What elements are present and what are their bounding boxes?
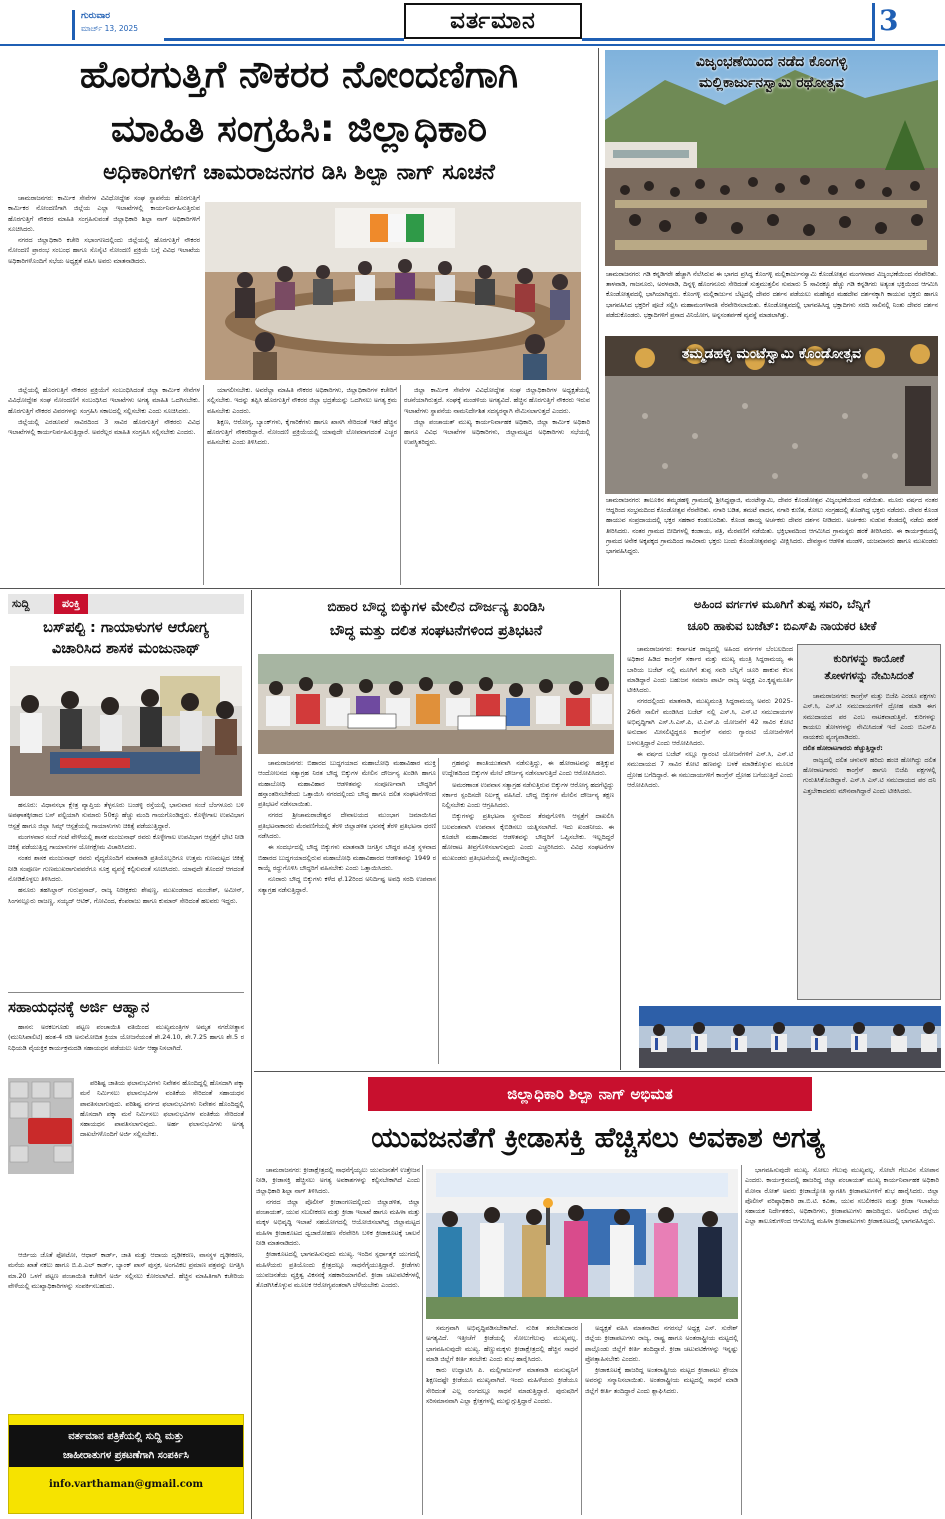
page-number	[872, 3, 920, 41]
lead-col-1	[8, 193, 200, 373]
sports-banner-text: ಜಿಲ್ಲಾಧಿಕಾರಿ ಶಿಲ್ಪಾ ನಾಗ್ ಅಭಿಮತ	[507, 1085, 673, 1103]
bsp-headline-1: ಅಹಿಂದ ವರ್ಗಗಳ ಮೂಗಿಗೆ ತುಪ್ಪ ಸವರಿ, ಬೆನ್ನಿಗೆ	[693, 597, 871, 611]
contact-ad-line-1: ವರ್ತಮಾನ ಪತ್ರಿಕೆಯಲ್ಲಿ ಸುದ್ದಿ ಮತ್ತು	[68, 1431, 184, 1442]
mla-photo	[10, 666, 242, 796]
festival-1-caption: ಚಾಮರಾಜನಗರ: ಗಡಿ ಕನ್ನಡಿಗರೇ ಹೆಚ್ಚಾಗಿ ನೆಲೆಸಿರುವ ಈ ಭಾಗದ ಪ್ರಸಿದ್ಧ ಕೊಂಗಳ್ಳಿ ಮಲ್ಲಿಕಾರ್ಜುನಸ್ವಾಮಿ ಕೊಂಡೋತ್ಸವ ಮಂಗಳವಾರ ವಿಜೃಂಭಣೆಯಿಂದ ನೆರವೇರಿತು. ತಾಳವಾಡಿ, ಗಾಜನೂರು, ಅರಳವಾಡಿ, ದಿನ್ನಳ್ಳಿ ಹೊಂಗನೂರು ಸೇರಿದಂತೆ ಸುತ್ತಮುತ್ತಲಿನ ಸುಮಾರು 5 ಸಾವಿರಕ್ಕೂ ಹೆಚ್ಚು ಗಡಿ ಕನ್ನಡಿಗರು ಅತ್ಯಂತ ಭಕ್ತಿಯಿಂದ ಆಗಮಿಸಿ ಕೊಂಡೋತ್ಸವದಲ್ಲಿ ಭಾಗಿಯಾಗಿದ್ದರು. ಕೊಂಗಳ್ಳಿ ಮಲ್ಲಿಕಾರ್ಜುನ ಬೆಟ್ಟದಲ್ಲಿ ದೇವರ ದರ್ಶನ ಪಡೆಯಲು ಮಹೇಶ್ವರ ಮಹದೇವ ದರ್ಶನಕ್ಕಾಗಿ ಕಾಯುವ ಭಕ್ತರು ಹಾಗೂ ಭಾಗವಹಿಸಿದ ಭಕ್ತರಿಗೆ ಪೂಜೆ ಸಲ್ಲಿಸಿ ಮಹಾಮಂಗಳಾರತಿ ನೆರವೇರಿಸಲಾಯಿತು. ಕೊಂಡೋತ್ಸವದಲ್ಲಿ ಭಾಗವಹಿಸಿದ್ದ ಭಕ್ತಾದಿಗಳು ಸರದಿ ಸಾಲಿನಲ್ಲಿ ನಿಂತು ದೇವರ ದರ್ಶನ ಪಡೆದುಕೊಂಡರು. ಭಕ್ತಾದಿಗಳಿಗೆ ಪ್ರಸಾದ ವಿನಿಯೋಗ, ಅನ್ನಸಂತರ್ಪಣೆ ವ್ಯವಸ್ಥೆ ಮಾಡಲಾಗಿತ್ತು.	[606, 271, 938, 319]
lead-headline-1: ಹೊರಗುತ್ತಿಗೆ ನೌಕರರ ನೋಂದಣಿಗಾಗಿ	[79, 53, 519, 96]
mla-para-4: ಹನೂರು ತಹಸಿಲ್ದಾರ್ ಗುರುಪ್ರಸಾದ್, ರಾಜ್ಯ ನಿರೀಕ್ಷಕರು ಶೇಷಣ್ಣ, ಮುಖಂಡರಾದ ಮಂಜೇಶ್, ಅಮೀನ್, ಸಿಂಗನಲ್ಲೂರು ರಾಜಣ್ಣ, ಸಯ್ಯದ್ ಆಟಿಕ್, ಗೋವಿಂದ, ಕೆಂಪರಾಜು ಹಾಗೂ ಕುಮಾರ್ ಸೇರಿದಂತೆ ಹಲವರು ಇದ್ದರು.	[8, 886, 244, 905]
lead-para-6: ಶಿಕ್ಷಣ, ಆರೋಗ್ಯ, ಬ್ಯಾಂಕ್‌ಗಳು, ಕೈಗಾರಿಕೆಗಳು ಹಾಗೂ ಖಾಸಗಿ ಸೇರಿದಂತೆ ಇತರೆ ಹೆಚ್ಚಿನ ಹೊರಗುತ್ತಿಗೆ ನೌಕರರಿದ್ದಾರೆ. ನೋಂದಣಿ ಪ್ರಕ್ರಿಯೆಯಲ್ಲಿ ಯಾವುದೇ ಲೋಪವಾಗದಂತೆ ಎಚ್ಚರ ವಹಿಸಬೇಕು ಎಂದು ತಿಳಿಸಿದರು.	[207, 417, 397, 447]
sports-col-rule-1	[422, 1165, 423, 1515]
bihar-photo-svg	[258, 654, 614, 754]
sports-col-4	[745, 1165, 939, 1517]
meeting-photo	[205, 202, 581, 380]
sports-under-photo-2	[585, 1323, 738, 1517]
sports-para-5: ಕಾರು ಉದ್ಘಾಟಿಸಿ ಪಿ. ಮಲ್ಲಿಗಾರ್ಜುನ್ ಮಾತನಾಡಿ ಮನುಷ್ಯನಿಗೆ ಶಿಕ್ಷಣದಷ್ಟೇ ಕ್ರೀಡೆಯೂ ಮುಖ್ಯವಾಗಿದೆ. ಇಂದು ಮಹಿಳೆಯರು ಕ್ರೀಡೆಯೂ ಸೇರಿದಂತೆ ಎಲ್ಲ ರಂಗದಲ್ಲೂ ಸಾಧನೆ ಮಾಡುತ್ತಿದ್ದಾರೆ. ಪುರುಷರಿಗೆ ಸರಿಸಮಾನವಾಗಿ ಎಲ್ಲಾ ಕ್ಷೇತ್ರಗಳಲ್ಲಿ ಮುನ್ನುಗ್ಗುತ್ತಿದ್ದಾರೆ ಎಂದರು.	[426, 1366, 578, 1406]
lead-story	[0, 48, 596, 588]
apply-keyboard-photo	[8, 1078, 74, 1174]
mid-section-rule	[0, 588, 945, 589]
sports-banner	[368, 1077, 812, 1111]
masthead-date-box	[72, 10, 164, 40]
sports-headline: ಯುವಜನತೆಗೆ ಕ್ರೀಡಾಸಕ್ತಿ ಹೆಚ್ಚಿಸಲು ಅವಕಾಶ ಅಗತ್ಯ	[371, 1121, 825, 1154]
mla-para-2: ಮಂಗಳವಾರ ಸಂಜೆ ಗಂಟೆ ವೇಳೆಯಲ್ಲಿ ಶಾಸಕ ಮಂಜುನಾಥ್ ರವರು ಕೊಳ್ಳೇಗಾಲ ಉಪವಿಭಾಗ ಆಸ್ಪತ್ರೆಗೆ ಭೇಟಿ ನೀಡಿ ಚಿಕಿತ್ಸೆ ಪಡೆಯುತ್ತಿದ್ದ ಗಾಯಾಳುಗಳ ಯೋಗಕ್ಷೇಮ ವಿಚಾರಿಸಿದರು.	[8, 832, 244, 852]
contact-ad-line-2: ಜಾಹೀರಾತುಗಳ ಪ್ರಕಟಣೆಗಾಗಿ ಸಂಪರ್ಕಿಸಿ	[63, 1450, 189, 1461]
lead-col-rule-2	[400, 385, 401, 585]
mla-para-3: ನಂತರ ಶಾಸಕ ಮಂಜುನಾಥ್ ರವರು ವೈದ್ಯರೊಂದಿಗೆ ಮಾತನಾಡಿ ಪ್ರತಿಯೊಬ್ಬರಿಗೂ ಉತ್ತಮ ಗುಣಮಟ್ಟದ ಚಿಕಿತ್ಸೆ ನೀಡಿ ಸಂಪೂರ್ಣ ಗುಣಮುಖರಾಗುವವರೆಗೂ ಸೂಕ್ತ ವ್ಯವಸ್ಥೆ ಕಲ್ಪಿಸುವಂತೆ ಸೂಚಿಸಿದರು. ಯಾವುದೇ ತೊಂದರೆ ಆಗದಂತೆ ನೋಡಿಕೊಳ್ಳಲು ತಿಳಿಸಿದರು.	[8, 854, 244, 884]
bihar-photo	[258, 654, 614, 754]
bihar-col-2	[442, 758, 614, 1070]
aid-body-mid	[80, 1078, 244, 1248]
bihar-para-5: ಗ್ರಹವನ್ನು ಶಾಂತಿಯುತವಾಗಿ ನಡೆಸುತ್ತಿದ್ದು, ಈ ಹೋರಾಟವನ್ನು ಹತ್ತಿಕ್ಕುವ ಉದ್ದೇಶದಿಂದ ಬಿಕ್ಕುಗಳ ಮೇಲೆ ದೌರ್ಜನ್ಯ ನಡೆಸಲಾಗುತ್ತಿದೆ ಎಂದು ಆರೋಪಿಸಿದರು.	[442, 759, 614, 778]
bsp-para-2: ನಗರದಲ್ಲಿಂದು ಮಾತನಾಡಿ, ಮುಖ್ಯಮಂತ್ರಿ ಸಿದ್ದರಾಮಯ್ಯ ಅವರು 2025-26ನೇ ಸಾಲಿಗೆ ಮಂಡಿಸಿದ ಬಜೆಟ್ ನಲ್ಲಿ ಎಸ್.ಸಿ, ಎಸ್.ಟಿ ಸಮುದಾಯಗಳ ಅಭಿವೃದ್ಧಿಗಾಗಿ ಎಸ್.ಸಿ.ಎಸ್.ಪಿ, ಟಿ.ಎಸ್.ಪಿ ಯೋಜನೆಗೆ 42 ಸಾವಿರ ಕೋಟಿ ಅನುದಾನ ಮೀಸಲಿಟ್ಟಿದ್ದರೂ ಕಾಂಗ್ರೆಸ್ ನವರು ಗ್ಯಾರಂಟಿ ಯೋಜನೆಗಳಿಗೆ ಬಳಸುತ್ತಿದ್ದಾರೆ ಎಂದು ಆರೋಪಿಸಿದರು.	[627, 697, 793, 747]
bihar-col-rule	[438, 758, 439, 1064]
meeting-photo-svg	[205, 202, 581, 380]
festival-story-1	[602, 48, 940, 328]
contact-ad	[8, 1414, 244, 1514]
bsp-headline-2: ಚೂರಿ ಹಾಕುವ ಬಜೆಟ್: ಬಿಎಸ್‌ಪಿ ನಾಯಕರ ಟೀಕೆ	[687, 619, 877, 633]
briefs-column-rule	[251, 590, 252, 1519]
sports-para-6: ಅಧ್ಯಕ್ಷತೆ ವಹಿಸಿ ಮಾತನಾಡಿದ ನಗರಸಭೆ ಅಧ್ಯಕ್ಷ ಎಸ್. ಸುರೇಶ್ ಜಿಲ್ಲೆಯ ಕ್ರೀಡಾಪಟುಗಳು ರಾಜ್ಯ, ರಾಷ್ಟ್ರ ಹಾಗೂ ಅಂತರಾಷ್ಟ್ರೀಯ ಮಟ್ಟದಲ್ಲಿ ಪಾಲ್ಗೊಂಡು ಜಿಲ್ಲೆಗೆ ಕೀರ್ತಿ ತಂದಿದ್ದಾರೆ. ಕ್ರೀಡಾ ಚಟುವಟಿಕೆಗಳನ್ನು ಇನ್ನಷ್ಟು ಪ್ರೋತ್ಸಾಹಿಸಬೇಕು ಎಂದರು.	[585, 1324, 738, 1363]
bsp-sidebar-box	[797, 644, 941, 1000]
masthead-date: ಮಾರ್ಚ್ 13, 2025	[81, 24, 138, 33]
bihar-para-1: ಚಾಮರಾಜನಗರ: ಬಿಹಾರದ ಬುದ್ಧಗಯಾದ ಮಹಾಬೋಧಿ ಮಹಾವಿಹಾರ ಮುಕ್ತಿ ಆಂದೋಲನದ ಸತ್ಯಾಗ್ರಹ ನಿರತ ಬೌದ್ಧ ಬಿಕ್ಕುಗಳ ಮೇಲಿನ ದೌರ್ಜನ್ಯ ಖಂಡಿಸಿ ಹಾಗೂ ಮಹಾಬೋಧಿ ಮಹಾವಿಹಾರ ಆಡಳಿತವನ್ನು ಸಂಪೂರ್ಣವಾಗಿ ಬೌದ್ಧರಿಗೆ ಹಸ್ತಾಂತರಿಸಬೇಕೆಂದು ಒತ್ತಾಯಿಸಿ ನಗರದಲ್ಲಿಂದು ಬೌದ್ಧ ಹಾಗೂ ದಲಿತ ಸಂಘಟನೆಗಳಿಂದ ಪ್ರತಿಭಟನೆ ನಡೆಸಲಾಯಿತು.	[258, 759, 436, 809]
bihar-story	[254, 592, 618, 1070]
aid-headline: ಸಹಾಯಧನಕ್ಕೆ ಅರ್ಜಿ ಆಹ್ವಾನ	[8, 998, 150, 1016]
sports-col-rule-2	[581, 1323, 582, 1515]
lead-para-8: ಜಿಲ್ಲಾ ಪಂಚಾಯತ್ ಮುಖ್ಯ ಕಾರ್ಯನಿರ್ವಾಹಕ ಅಧಿಕಾರಿ, ಜಿಲ್ಲಾ ಕಾರ್ಮಿಕ ಅಧಿಕಾರಿ ಹಾಗೂ ವಿವಿಧ ಇಲಾಖೆಗಳ ಅಧಿಕಾರಿಗಳು, ಜಿಲ್ಲಾಮಟ್ಟದ ಅಧಿಕಾರಿಗಳು ಸಭೆಯಲ್ಲಿ ಉಪಸ್ಥಿತರಿದ್ದರು.	[404, 417, 590, 447]
masthead	[0, 0, 945, 44]
lead-col-2	[207, 385, 397, 585]
bsp-box-para-2: ರಾಜ್ಯದಲ್ಲಿ ದಲಿತ ಚಳುವಳಿ ಹರಿದು ಹಂಚಿ ಹೋಗಿದ್ದು ದಲಿತ ಹೋರಾಟಗಾರರು ಕಾಂಗ್ರೆಸ್ ಹಾಗೂ ಬಿಜೆಪಿ ಪಕ್ಷಗಳಲ್ಲಿ ಗುರುತಿಸಿಕೊಂಡಿದ್ದಾರೆ. ಎಸ್.ಸಿ ಎಸ್.ಟಿ ಸಮುದಾಯದ ಪರ ದನಿ ಎತ್ತಬೇಕಾದವರು ಮೌನವಾಗಿದ್ದಾರೆ ಎಂದು ಟೀಕಿಸಿದರು.	[803, 755, 936, 795]
page-number-text: 3	[879, 4, 899, 37]
bihar-para-2: ನಗರದ ಶ್ರೀಚಾಮರಾಜೇಶ್ವರ ದೇವಾಲಯದ ಮುಂಭಾಗ ಜಮಾಯಿಸಿದ ಪ್ರತಿಭಟನಾಕಾರರು ಮೆರವಣಿಗೆಯಲ್ಲಿ ತೆರಳಿ ಜಿಲ್ಲಾಡಳಿತ ಭವನಕ್ಕೆ ತೆರಳಿ ಪ್ರತಿಭಟನಾ ಧರಣಿ ನಡೆಸಿದರು.	[258, 811, 436, 841]
lead-para-1: ಚಾಮರಾಜನಗರ: ಕಾರ್ಮಿಕ ಸೇವೆಗಳ ವಿವಿಧೋದ್ದೇಶ ಸಂಘ ಸ್ಥಾಪನೆಯ ಹೊರಗುತ್ತಿಗೆ ಕಾರ್ಮಿಕರ ನೋಂದಣಿಗಾಗಿ ಜಿಲ್ಲೆಯ ಎಲ್ಲಾ ಇಲಾಖೆಗಳಲ್ಲಿ ಕಾರ್ಯನಿರ್ವಹಿಸುತ್ತಿರುವ ಹೊರಗುತ್ತಿಗೆ ನೌಕರರ ಮಾಹಿತಿ ಸಂಗ್ರಹಿಸುವಂತೆ ಜಿಲ್ಲಾಧಿಕಾರಿ ಶಿಲ್ಪಾ ನಾಗ್ ಅಧಿಕಾರಿಗಳಿಗೆ ಸೂಚಿಸಿದರು.	[8, 194, 200, 233]
sports-para-1: ಚಾಮರಾಜನಗರ: ಕ್ರೀಡಾಕ್ಷೇತ್ರದಲ್ಲಿ ಸಾಧನೆಗೈಯ್ಯಲು ಯುವಜನತೆಗೆ ಉತ್ತೇಜನ ನೀಡಿ, ಕ್ರೀಡಾಸಕ್ತಿ ಹೆಚ್ಚಿಸಲು ಅಗತ್ಯ ಅವಕಾಶಗಳನ್ನು ಕಲ್ಪಿಸಬೇಕಾಗಿದೆ ಎಂದು ಜಿಲ್ಲಾಧಿಕಾರಿ ಶಿಲ್ಪಾ ನಾಗ್ ತಿಳಿಸಿದರು.	[256, 1166, 420, 1195]
briefs-divider	[8, 992, 244, 993]
bihar-col-1	[258, 758, 436, 1070]
bsp-box-sub: ದಲಿತ ಹೋರಾಟಗಾರರು ಹೆಚ್ಚುತ್ತಿದ್ದಾರೆ:	[803, 744, 883, 753]
aid-body-top	[8, 1022, 244, 1074]
masthead-rule	[164, 38, 404, 41]
sports-photo-svg	[426, 1169, 738, 1319]
sports-para-7: ಕ್ರೀಡಾಕೂಟಕ್ಕೆ ಹಾಜರಿದ್ದ ಅಂತರಾಷ್ಟ್ರೀಯ ಮಟ್ಟದ ಕ್ರೀಡಾಪಟು ಶ್ರೇಯಾ ಅವರನ್ನು ಸನ್ಮಾನಿಸಲಾಯಿತು. ಅಂತರಾಷ್ಟ್ರೀಯ ಮಟ್ಟದಲ್ಲಿ ಸಾಧನೆ ಮಾಡಿ ಜಿಲ್ಲೆಗೆ ಕೀರ್ತಿ ತಂದಿದ್ದಾರೆ ಎಂದು ಶ್ಲಾಘಿಸಿದರು.	[585, 1366, 738, 1395]
briefs-column	[0, 590, 248, 1519]
lead-headline-2: ಮಾಹಿತಿ ಸಂಗ್ರಹಿಸಿ: ಜಿಲ್ಲಾಧಿಕಾರಿ	[111, 107, 487, 150]
sports-para-4: ಸಮಗ್ರವಾಗಿ ಅಭಿವೃದ್ಧಿಪಡಿಸಬೇಕಾಗಿದೆ. ನುರಿತ ತರಬೇತುದಾರರ ಅಗತ್ಯವಿದೆ. ಇತ್ತೀಚೆಗೆ ಕ್ರೀಡೆಯಲ್ಲಿ ಸೋಲುಗೆಲುವು ಮುಖ್ಯವಲ್ಲ. ಭಾಗವಹಿಸುವುದೇ ಮುಖ್ಯ. ಹೆಣ್ಣುಮಕ್ಕಳು ಕ್ರೀಡಾಕ್ಷೇತ್ರದಲ್ಲಿ ಹೆಚ್ಚಿನ ಸಾಧನೆ ಮಾಡಿ ಜಿಲ್ಲೆಗೆ ಕೀರ್ತಿ ತರಬೇಕು ಎಂದು ಶುಭ ಹಾರೈಸಿದರು.	[426, 1324, 578, 1363]
briefs-label-2: ಪಂಕ್ತಿ	[54, 594, 88, 614]
sports-story	[254, 1073, 942, 1519]
bihar-headline-1: ಬಿಹಾರ ಬೌದ್ಧ ಬಿಕ್ಕುಗಳ ಮೇಲಿನ ದೌರ್ಜನ್ಯ ಖಂಡಿಸಿ	[327, 599, 545, 615]
lead-para-5: ಯಾಗಲೀಸಬೇಕು. ಅವರೆಲ್ಲಾ ಮಾಹಿತಿ ನೌಕರರ ಅಧಿಕಾರಿಗಳು, ಜಿಲ್ಲಾಧಿಕಾರಿಗಳ ಕಚೇರಿಗೆ ಸಲ್ಲಿಸಬೇಕು. ಇದನ್ನು ತಪ್ಪಿಸಿ ಹೊರಗುತ್ತಿಗೆ ನೌಕರರ ಜಿಲ್ಲಾ ಭದ್ರತೆಯನ್ನು ಒದಗಿಸಲು ಅಗತ್ಯ ಕ್ರಮ ವಹಿಸಬೇಕು ಎಂದರು.	[207, 386, 397, 415]
masthead-bottom-rule	[0, 44, 945, 46]
sports-col-1	[256, 1165, 420, 1517]
aid-para-2: ಪರಿಶಿಷ್ಟ ಜಾತಿಯ ಫಲಾನುಭವಿಗಳು ನಿವೇಶನ ಹೊಂದಿದ್ದಲ್ಲಿ ಹೊಸದಾಗಿ ಪಕ್ಕಾ ಮನೆ ನಿರ್ಮಿಸಲು ಫಲಾನುಭವಿಗಳ ವಂತಿಕೆಯ ಸೇರಿದಂತೆ ಸಹಾಯಧನ ಪಾವತಿಸಲಾಗುವುದು. ಪರಿಶಿಷ್ಟ ವರ್ಗದ ಫಲಾನುಭವಿಗಳು ನಿವೇಶನ ಹೊಂದಿದ್ದಲ್ಲಿ ಹೊಸದಾಗಿ ಪಕ್ಕಾ ಮನೆ ನಿರ್ಮಿಸಲು ಫಲಾನುಭವಿಗಳ ವಂತಿಕೆಯ ಸೇರಿದಂತೆ ಸಹಾಯಧನ ಪಾವತಿಸಲಾಗುವುದು. ಅರ್ಹ ಫಲಾನುಭವಿಗಳು ಅಗತ್ಯ ದಾಖಲೆಗಳೊಂದಿಗೆ ಅರ್ಜಿ ಸಲ್ಲಿಸಬೇಕು.	[80, 1079, 244, 1139]
mla-body	[8, 800, 244, 990]
bsp-para-1: ಚಾಮರಾಜನಗರ: ಕರ್ನಾಟಕ ರಾಜ್ಯದಲ್ಲಿ ಅಹಿಂದ ವರ್ಗಗಳ ಬೆಂಬಲದಿಂದ ಅಧಿಕಾರ ಹಿಡಿದ ಕಾಂಗ್ರೆಸ್ ಸರ್ಕಾರ ಮತ್ತು ಮುಖ್ಯ ಮಂತ್ರಿ ಸಿದ್ದರಾಮಯ್ಯ ಈ ಬಾರಿಯ ಬಜೆಟ್ ನಲ್ಲಿ ಮೂಗಿಗೆ ತುಪ್ಪ ಸವರಿ ಬೆನ್ನಿಗೆ ಚೂರಿ ಹಾಕುವ ಕೆಲಸ ಮಾಡಿದ್ದಾರೆ ಎಂದು ಬಹುಜನ ಸಮಾಜ ಪಾರ್ಟಿ ರಾಜ್ಯ ಅಧ್ಯಕ್ಷ ಎಂ.ಕೃಷ್ಣಮೂರ್ತಿ ಟೀಕಿಸಿದರು.	[627, 645, 793, 695]
sports-para-2: ನಗರದ ಜಿಲ್ಲಾ ಪೊಲೀಸ್ ಕ್ರೀಡಾಂಗಣದಲ್ಲಿಂದು ಜಿಲ್ಲಾಡಳಿತ, ಜಿಲ್ಲಾ ಪಂಚಾಯತ್, ಯುವ ಸಬಲೀಕರಣ ಮತ್ತು ಕ್ರೀಡಾ ಇಲಾಖೆ ಹಾಗೂ ಮಹಿಳಾ ಮತ್ತು ಮಕ್ಕಳ ಅಭಿವೃದ್ಧಿ ಇಲಾಖೆ ಸಹಯೋಗದಲ್ಲಿ ಆಯೋಜಿಸಲಾಗಿದ್ದ ಜಿಲ್ಲಾಮಟ್ಟದ ಮಹಿಳಾ ಕ್ರೀಡಾಕೂಟದ ಧ್ವಜಾರೋಹಣ ನೆರವೇರಿಸಿ ಬಳಿಕ ಕ್ರೀಡಾಕೂಟಕ್ಕೆ ಚಾಲನೆ ನೀಡಿ ಮಾತನಾಡಿದರು.	[256, 1197, 420, 1248]
sports-under-photo-1	[426, 1323, 578, 1517]
contact-ad-email[interactable]: info.varthaman@gmail.com	[48, 1479, 204, 1490]
sports-para-8: ಭಾಗವಹಿಸುವುದೇ ಮುಖ್ಯ. ಸೋಲು ಗೆಲುವು ಮುಖ್ಯವಲ್ಲ. ಸೋಲೇ ಗೆಲುವಿನ ಸೋಪಾನ ಎಂದರು. ಕಾರ್ಯಕ್ರಮದಲ್ಲಿ ಹಾಜರಿದ್ದ ಜಿಲ್ಲಾ ಪಂಚಾಯತ್ ಮುಖ್ಯ ಕಾರ್ಯನಿರ್ವಾಹಕ ಅಧಿಕಾರಿ ಮೋನಾ ರೋತ್ ಅವರು ಕ್ರೀಡಾಜ್ಯೋತಿ ಸ್ವಾಗತಿಸಿ ಕ್ರೀಡಾಪಟುಗಳಿಗೆ ಶುಭ ಹಾರೈಸಿದರು. ಜಿಲ್ಲಾ ಪೊಲೀಸ್ ವರಿಷ್ಠಾಧಿಕಾರಿ ಡಾ.ಬಿ.ಟಿ. ಕವಿತಾ, ಯುವ ಸಬಲೀಕರಣ ಮತ್ತು ಕ್ರೀಡಾ ಇಲಾಖೆಯ ಸಹಾಯಕ ನಿರ್ದೇಶಕರು, ಅಧಿಕಾರಿಗಳು, ಕ್ರೀಡಾಪಟುಗಳು ಹಾಜರಿದ್ದರು. ಅರಲಿಭಾವ ಜಿಲ್ಲೆಯ ಎಲ್ಲಾ ತಾಲೂಕುಗಳಿಂದ ಆಗಮಿಸಿದ್ದ ಮಹಿಳಾ ಕ್ರೀಡಾಪಟುಗಳು ಕ್ರೀಡಾಕೂಟದಲ್ಲಿ ಭಾಗವಹಿಸಿದ್ದರು.	[745, 1166, 939, 1226]
mla-headline-2: ವಿಚಾರಿಸಿದ ಶಾಸಕ ಮಂಜುನಾಥ್	[51, 641, 201, 657]
bsp-box-body	[803, 691, 936, 995]
bsp-story	[623, 592, 943, 1070]
festival-2-title: ತಮ್ಮಡಹಳ್ಳಿ ಮಂಟೆಸ್ವಾಮಿ ಕೊಂಡೋತ್ಸವ	[681, 346, 862, 362]
apply-keyboard-svg	[8, 1078, 74, 1174]
bsp-box-title-2: ತೋಳಗಳನ್ನು ನೇಮಿಸಿದಂತೆ	[824, 670, 914, 682]
bsp-box-title-1: ಕುರಿಗಳನ್ನು ಕಾಯೋಕೆ	[833, 653, 905, 665]
aid-para-1: ಹಾಸನ: ಅರಕಲಗೂಡು ಪಟ್ಟಣ ಪಂಚಾಯಿತಿ ವತಿಯಿಂದ ಮುಖ್ಯಮಂತ್ರಿಗಳ ಅಮೃತ ನಗರೋತ್ಥಾನ (ಮುನಿಸಿಪಾಲಿಟಿ) ಹಂತ-4 ರಡಿ ಅನುಮೋದಿತ ಕ್ರಿಯಾ ಯೋಜನೆಯಂತೆ ಶೇ.24.10, ಶೇ.7.25 ಹಾಗೂ ಶೇ.5 ರ ನಿಧಿಯಡಿ ವೈಯಕ್ತಿಕ ಕಾರ್ಯಕ್ರಮದಡಿ ಸಹಾಯಧನ ಪಡೆಯಲು ಅರ್ಜಿ ಆಹ್ವಾನಿಸಲಾಗಿದೆ.	[8, 1023, 244, 1052]
bihar-para-4: ನೂರಾರು ಬೌದ್ಧ ಬಿಕ್ಕುಗಳು ಕಳೆದ ಫೆ.12ರಿಂದ ಅನಿರ್ದಿಷ್ಟ ಅವಧಿ ಸರದಿ ಉಪವಾಸ ಸತ್ಯಾಗ್ರಹ ನಡೆಸುತ್ತಿದ್ದಾರೆ.	[258, 875, 436, 894]
sports-photo	[426, 1169, 738, 1319]
festival-2-caption: ಚಾಮರಾಜನಗರ: ತಾಲೂಕಿನ ತಮ್ಮಡಹಳ್ಳಿ ಗ್ರಾಮದಲ್ಲಿ ಶ್ರೀಸಿದ್ಧಪ್ಪಾಜಿ, ಮಂಟೇಸ್ವಾಮಿ, ದೇವರ ಕೊಂಡೋತ್ಸವ ವಿಜೃಂಭಣೆಯಿಂದ ನಡೆಯಿತು. ಮೂರು ವರ್ಷದ ನಂತರ ಆದ್ದರಿಂದ ಸಂಭ್ರಮದಿಂದ ಕೊಂಡೋತ್ಸವ ನೆರವೇರಿತು. ನಗಾರಿ ಬಡಿತ, ತಮಟೆ ವಾದನ, ನಗಾರಿ ಕುಣಿತ, ಕೋಲು ಸಂಗ್ರಹದಲ್ಲಿ ತೊಡಗಿದ್ದ ಭಕ್ತರು ನಡೆದರು. ದೇವರ ಕೊಂಡ ಹಾಯುವ ಸಂಪ್ರದಾಯದಲ್ಲಿ ಭಕ್ತರ ಸಹಕಾರ ಕಂಡುಬಂದಿತು. ಕೊಂಡ ಹಾಯ್ದ ಅರ್ಚಕರು ದೇವರ ದರ್ಶನ ನೀಡಿದರು. ಅರ್ಚಕರು ಸುಡುವ ಕೆಂಡದಲ್ಲಿ ನಡೆದು ಹರಕೆ ತೀರಿಸಿದರು. ನಂತರ ಗ್ರಾಮದ ಬೀದಿಗಳಲ್ಲಿ ಕಂಡಾಯ, ಪತ್ರಿ, ಮೆರವಣಿಗೆ ನಡೆಯಿತು. ಭಕ್ತಿಭಾವದಿಂದ ಆಗಮಿಸಿದ ಗ್ರಾಮಸ್ಥರು ಹರಕೆ ತೀರಿಸಿದರು. ಈ ಕಾರ್ಯಕ್ರಮದಲ್ಲಿ ಗ್ರಾಮದ ಅನೇಕ ಅಕ್ಕಪಕ್ಕದ ಗ್ರಾಮದಿಂದ ಸಾವಿರಾರು ಭಕ್ತರು ಬಂದು ಕೊಂಡೋತ್ಸವವನ್ನು ವೀಕ್ಷಿಸಿದರು. ದೇವಸ್ಥಾನ ಆಡಳಿತ ಮಂಡಳಿ, ಯಜಮಾನರು ಹಾಗೂ ಮುಖಂಡರು ಭಾಗವಹಿಸಿದ್ದರು.	[606, 497, 938, 556]
lead-para-3: ಜಿಲ್ಲೆಯಲ್ಲಿ ಹೊರಗುತ್ತಿಗೆ ನೌಕರರ ಪ್ರಕ್ರಿಯೆಗೆ ಸಂಬಂಧಿಸಿದಂತೆ ಜಿಲ್ಲಾ ಕಾರ್ಮಿಕ ಸೇವೆಗಳ ವಿವಿಧೋದ್ದೇಶ ಸಂಘ ನೋಂದಣಿಗೆ ಸಂಬಂಧಿಸಿದ ಇಲಾಖೆಗಳು ಅಗತ್ಯ ಮಾಹಿತಿ ಒದಗಿಸಬೇಕು. ಹೊರಗುತ್ತಿಗೆ ನೌಕರರ ವಿವರಗಳನ್ನು ಸಂಗ್ರಹಿಸಿ ಸಕಾಲದಲ್ಲಿ ಸಲ್ಲಿಸಬೇಕು ಎಂದು ಸೂಚಿಸಿದರು.	[8, 386, 200, 415]
bsp-body	[627, 644, 793, 1004]
bihar-headline-2: ಬೌದ್ಧ ಮತ್ತು ದಲಿತ ಸಂಘಟನೆಗಳಿಂದ ಪ್ರತಿಭಟನೆ	[329, 623, 543, 639]
masthead-day: ಗುರುವಾರ	[81, 11, 111, 21]
briefs-label-1: ಸುದ್ದಿ	[12, 597, 30, 610]
lead-para-4: ಜಿಲ್ಲೆಯಲ್ಲಿ ಎರಡೂವರೆ ಸಾವಿರದಿಂದ 3 ಸಾವಿರ ಹೊರಗುತ್ತಿಗೆ ನೌಕರರು ವಿವಿಧ ಇಲಾಖೆಗಳಲ್ಲಿ ಕಾರ್ಯನಿರ್ವಹಿಸುತ್ತಿದ್ದಾರೆ. ಅವರೆಲ್ಲರ ಮಾಹಿತಿ ಸಂಗ್ರಹಿಸಿ ಸಲ್ಲಿಸಬೇಕು ಎಂದರು.	[8, 417, 200, 437]
aid-para-3: ಆರ್ಜಿಯ ಜೊತೆ ಫೋಟೋ, ಆಧಾರ್ ಕಾರ್ಡ್, ಜಾತಿ ಮತ್ತು ಆದಾಯ ದೃಢೀಕರಣ, ವಾಸಸ್ಥಳ ದೃಢೀಕರಣ, ಮನೆಯ ಖಾತೆ ನಕಲು ಹಾಗೂ ಬಿ.ಪಿ.ಎಲ್ ಕಾರ್ಡ್, ಬ್ಯಾಂಕ್ ಪಾಸ್ ಪುಸ್ತಕ, ಅಂಗವಿಕಲ ಪ್ರಮಾಣ ಪತ್ರವನ್ನು ಲಗತ್ತಿಸಿ ಮಾ.20 ಒಳಗೆ ಪಟ್ಟಣ ಪಂಚಾಯಿತಿ ಕಚೇರಿಗೆ ಅರ್ಜಿ ಸಲ್ಲಿಸಲು ಕೋರಲಾಗಿದೆ. ಹೆಚ್ಚಿನ ಮಾಹಿತಿಗಾಗಿ ಕಚೇರಿಯ ವೇಳೆಯಲ್ಲಿ ಮುಖ್ಯಾಧಿಕಾರಿಗಳನ್ನು ಸಂಪರ್ಕಿಸಬಹುದು.	[8, 1251, 244, 1290]
mla-para-1: ಹನೂರು: ವಿಧಾನಸಭಾ ಕ್ಷೇತ್ರ ವ್ಯಾಪ್ತಿಯ ತೆಳ್ಳನೂರು ಬಂಡಳ್ಳಿ ರಸ್ತೆಯಲ್ಲಿ ಭಾನುವಾರ ಸಂಜೆ ಬೆಂಗಳೂರು ಬಳಿ ಅಪಘಾತಕ್ಕೀಡಾದ ಬಸ್ ಪಲ್ಟಿಯಾಗಿ ಸುಮಾರು 50ಕ್ಕೂ ಹೆಚ್ಚು ಮಂದಿ ಗಾಯಗೊಂಡಿದ್ದರು. ಕೊಳ್ಳೇಗಾಲ ಉಪವಿಭಾಗ ಆಸ್ಪತ್ರೆ ಹಾಗೂ ಜಿಲ್ಲಾ ಸಿಮ್ಸ್ ಆಸ್ಪತ್ರೆಯಲ್ಲಿ ಗಾಯಾಳುಗಳು ಚಿಕಿತ್ಸೆ ಪಡೆಯುತ್ತಿದ್ದಾರೆ.	[8, 801, 244, 830]
masthead-title: ವರ್ತಮಾನ	[404, 3, 582, 39]
bsp-photo	[639, 1006, 941, 1068]
bihar-para-6: ಅಮರಣಾಂತ ಉಪವಾಸ ಸತ್ಯಾಗ್ರಹ ನಡೆಸುತ್ತಿರುವ ಬಿಕ್ಕುಗಳ ಆರೋಗ್ಯ ಹದಗೆಟ್ಟಿದ್ದು ಸರ್ಕಾರ ಸ್ಪಂದಿಸದೇ ನಿರ್ಲಕ್ಷ್ಯ ವಹಿಸಿದೆ. ಬೌದ್ಧ ಬಿಕ್ಕುಗಳ ಮೇಲಿನ ದೌರ್ಜನ್ಯ ತಕ್ಷಣ ನಿಲ್ಲಿಸಬೇಕು ಎಂದು ಆಗ್ರಹಿಸಿದರು.	[442, 780, 614, 810]
mla-photo-svg	[10, 666, 242, 796]
festival-1-title-1: ವಿಜೃಂಭಣೆಯಿಂದ ನಡೆದ ಕೊಂಗಳ್ಳಿ	[695, 54, 848, 70]
lead-col-rule-1	[203, 385, 204, 585]
lead-subhead: ಅಧಿಕಾರಿಗಳಿಗೆ ಚಾಮರಾಜನಗರ ಡಿಸಿ ಶಿಲ್ಪಾ ನಾಗ್ ಸೂಚನೆ	[103, 160, 495, 185]
festival-story-2	[602, 334, 940, 586]
aid-body-bottom	[8, 1250, 244, 1410]
lead-para-2: ನಗರದ ಜಿಲ್ಲಾಧಿಕಾರಿ ಕಚೇರಿ ಸಭಾಂಗಣದಲ್ಲಿಂದು ಜಿಲ್ಲೆಯಲ್ಲಿ ಹೊರಗುತ್ತಿಗೆ ನೌಕರರ ನೋಂದಣಿ ಪ್ರಾರಂಭ ಸಂಬಂಧ ಹಾಗೂ ಸೊಸೈಟಿ ನೋಂದಣಿ ಪ್ರಕ್ರಿಯೆ ಬಗ್ಗೆ ವಿವಿಧ ಇಲಾಖೆಯ ಅಧಿಕಾರಿಗಳೊಂದಿಗೆ ಸಭೆಯ ಅಧ್ಯಕ್ಷತೆ ವಹಿಸಿ ಅವರು ಮಾತನಾಡಿದರು.	[8, 236, 200, 265]
bihar-bsp-rule	[620, 590, 621, 1070]
lead-col-3	[404, 385, 590, 585]
bsp-box-para-1: ಚಾಮರಾಜನಗರ: ಕಾಂಗ್ರೆಸ್ ಮತ್ತು ಬಿಜೆಪಿ ಎರಡೂ ಪಕ್ಷಗಳು ಎಸ್.ಸಿ, ಎಸ್.ಟಿ ಸಮುದಾಯಗಳಿಗೆ ದ್ರೋಹ ಮಾಡಿ ಈಗ ಸಮುದಾಯದ ಪರ ಎಂಬ ನಾಟಕವಾಡುತ್ತಿವೆ. ಕುರಿಗಳನ್ನು ಕಾಯಲು ತೋಳಗಳನ್ನು ನೇಮಿಸಿದಂತೆ ಇದೆ ಎಂದು ಬಿಎಸ್‌ಪಿ ನಾಯಕರು ವ್ಯಂಗ್ಯವಾಡಿದರು.	[803, 692, 936, 742]
bsp-para-3: ಈ ವರ್ಷದ ಬಜೆಟ್ ನಲ್ಲೂ ಗ್ಯಾರಂಟಿ ಯೋಜನೆಗಳಿಗೆ ಎಸ್.ಸಿ, ಎಸ್.ಟಿ ಸಮುದಾಯದ 7 ಸಾವಿರ ಕೋಟಿ ಹಣವನ್ನು ಬಳಕೆ ಮಾಡಿಕೊಳ್ಳುವ ಮೂಲಕ ದ್ರೋಹ ಬಗೆದಿದ್ದಾರೆ. ಈ ಸಮುದಾಯಗಳಿಗೆ ಕಾಂಗ್ರೆಸ್ ದ್ರೋಹ ಬಗೆಯುತ್ತಿದೆ ಎಂದು ಆರೋಪಿಸಿದರು.	[627, 749, 793, 789]
bihar-para-7: ಬಿಕ್ಕುಗಳನ್ನು ಪ್ರತಿಭಟನಾ ಸ್ಥಳದಿಂದ ತೆರವುಗೊಳಿಸಿ ಆಸ್ಪತ್ರೆಗೆ ದಾಖಲಿಸಿ ಬಲವಂತವಾಗಿ ಉಪವಾಸ ಕೈಬಿಡಿಸಲು ಯತ್ನಿಸಲಾಗಿದೆ. ಇದು ಖಂಡನೀಯ. ಈ ಕೂಡಲೇ ಮಹಾವಿಹಾರದ ಆಡಳಿತವನ್ನು ಬೌದ್ಧರಿಗೆ ಒಪ್ಪಿಸಬೇಕು. ಇಲ್ಲದಿದ್ದರೆ ಹೋರಾಟ ತೀವ್ರಗೊಳಿಸಲಾಗುವುದು ಎಂದು ಎಚ್ಚರಿಸಿದರು. ವಿವಿಧ ಸಂಘಟನೆಗಳ ಮುಖಂಡರು ಪ್ರತಿಭಟನೆಯಲ್ಲಿ ಪಾಲ್ಗೊಂಡಿದ್ದರು.	[442, 812, 614, 862]
sports-para-3: ಕ್ರೀಡಾಕೂಟದಲ್ಲಿ ಭಾಗವಹಿಸುವುದು ಮುಖ್ಯ. ಇಂದಿನ ಸ್ಪರ್ಧಾತ್ಮಕ ಯುಗದಲ್ಲಿ ಮಹಿಳೆಯರು ಪ್ರತಿಯೊಂದು ಕ್ಷೇತ್ರದಲ್ಲೂ ಸಾಧನೆಗೈಯುತ್ತಿದ್ದಾರೆ. ಕ್ರೀಡೆಗಳು ಯುವಜನತೆಯ ವ್ಯಕ್ತಿತ್ವ ವಿಕಸನಕ್ಕೆ ಸಹಕಾರಿಯಾಗಲಿವೆ. ಕ್ರೀಡಾ ಚಟುವಟಿಕೆಗಳಲ್ಲಿ ತೊಡಗಿಸಿಕೊಳ್ಳುವ ಮೂಲಕ ಆರೋಗ್ಯವಂತರಾಗಿ ಬೆಳೆಯಬೇಕು ಎಂದರು.	[256, 1250, 420, 1290]
sports-col-rule-3	[741, 1165, 742, 1515]
top-column-divider	[598, 48, 599, 586]
lead-col-1b	[8, 385, 200, 585]
bsp-photo-svg	[639, 1006, 941, 1068]
briefs-label	[8, 594, 244, 614]
lead-para-7: ಜಿಲ್ಲಾ ಕಾರ್ಮಿಕ ಸೇವೆಗಳ ವಿವಿಧೋದ್ದೇಶ ಸಂಘ ಜಿಲ್ಲಾಧಿಕಾರಿಗಳ ಅಧ್ಯಕ್ಷತೆಯಲ್ಲಿ ರಚನೆಯಾಗಿರುತ್ತದೆ. ಸಂಘಕ್ಕೆ ಮಂಡಳಿಯ ಅಗತ್ಯವಿದೆ. ಹೆಚ್ಚಿನ ಹೊರಗುತ್ತಿಗೆ ನೌಕರರು ಇರುವ ಇಲಾಖೆಗಳು ಸ್ಥಾಪನೆಯ ನಾಮನಿರ್ದೇಶಿತ ಸದಸ್ಯರನ್ನಾಗಿ ನೇಮಿಸಲಾಗುತ್ತದೆ ಎಂದರು.	[404, 386, 590, 415]
masthead-rule-right	[582, 38, 872, 41]
mla-headline-1: ಬಸ್‌ಪಲ್ಟಿ : ಗಾಯಾಳುಗಳ ಆರೋಗ್ಯ	[43, 620, 209, 636]
bihar-para-3: ಈ ಸಂದರ್ಭದಲ್ಲಿ ಬೌದ್ಧ ಬಿಕ್ಕುಗಳು ಮಾತನಾಡಿ ಜಗತ್ತಿನ ಬೌದ್ಧರ ಪವಿತ್ರ ಸ್ಥಳವಾದ ಬಿಹಾರದ ಬುದ್ಧಗಯಾದಲ್ಲಿರುವ ಮಹಾಬೋಧಿ ಮಹಾವಿಹಾರದ ಆಡಳಿತವನ್ನು 1949 ರ ಕಾಯ್ದೆ ರದ್ದುಗೊಳಿಸಿ ಬೌದ್ಧರಿಗೆ ವಹಿಸಬೇಕು ಎಂದು ಒತ್ತಾಯಿಸಿದರು.	[258, 843, 436, 872]
sports-top-rule	[254, 1071, 945, 1072]
festival-1-title-2: ಮಲ್ಲಿಕಾರ್ಜುನಸ್ವಾಮಿ ರಥೋತ್ಸವ	[699, 75, 844, 91]
